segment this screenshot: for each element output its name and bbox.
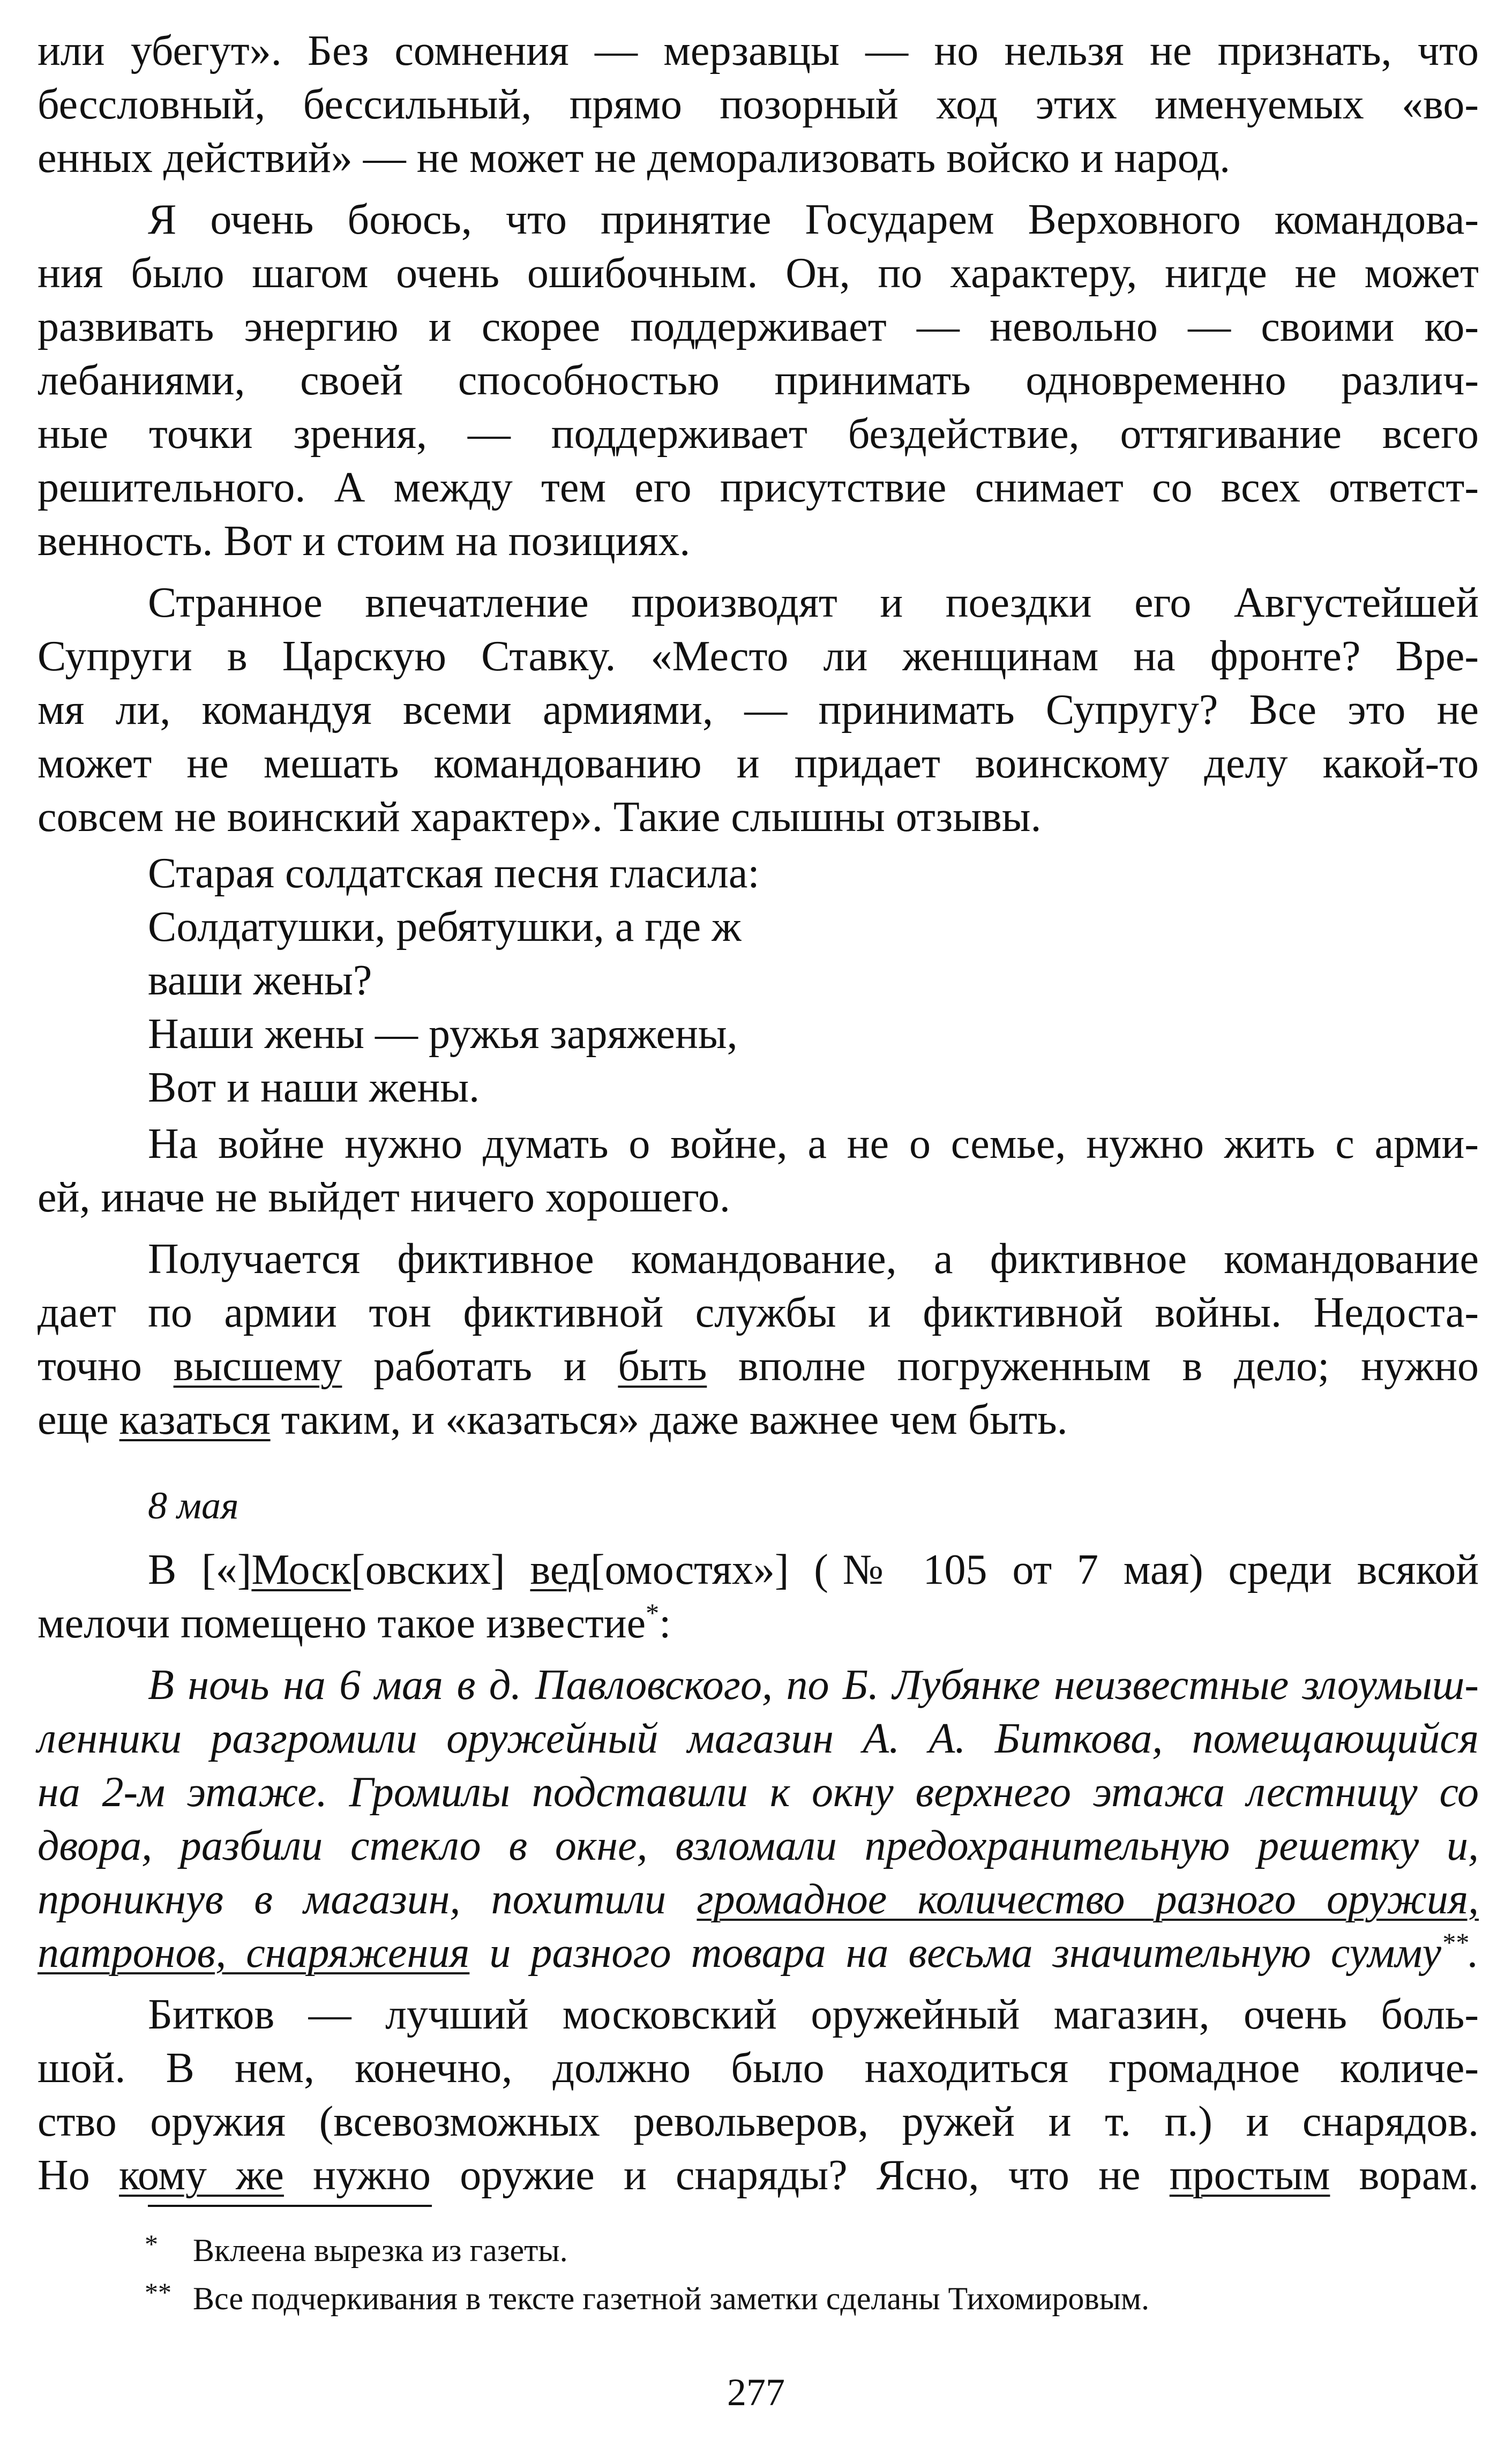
date-heading: 8 мая: [148, 1484, 239, 1527]
verse-line: Солдатушки, ребятушки, а где ж: [148, 903, 742, 950]
text-run: ворам.: [1330, 2152, 1479, 2199]
text-run: таким, и «казаться» даже важнее чем быть.: [270, 1396, 1068, 1443]
page-number: 277: [727, 2371, 785, 2414]
underlined-phrase: громадное количество разного оружия,: [697, 1876, 1479, 1923]
text-run: и разного товара на весьма значительную сумму: [469, 1929, 1441, 1977]
body-line: Я очень боюсь, что принятие Государем Верховного командова-: [148, 196, 1479, 243]
underlined-word: Моск: [251, 1546, 351, 1593]
body-line: шой. В нем, конечно, должно было находиться громадное количе-: [38, 2045, 1479, 2092]
body-line: Странное впечатление производят и поездки его Августейшей: [148, 579, 1479, 626]
text-run: проникнув в магазин, похитили: [38, 1876, 697, 1923]
body-line: [38, 1339, 1479, 1393]
verse-line: Наши жены — ружья заряжены,: [148, 1011, 738, 1058]
body-line: ей, иначе не выйдет ничего хорошего.: [38, 1174, 730, 1221]
body-line: енных действий» — не может не деморализовать войско и народ.: [38, 134, 1231, 182]
footnote-text: Все подчеркивания в тексте газетной заметки сделаны Тихомировым.: [193, 2281, 1150, 2316]
underlined-word: кому же: [119, 2152, 284, 2199]
quote-line: В ночь на 6 мая в д. Павловского, по Б. Лубянке неизвестные злоумыш-: [148, 1661, 1479, 1709]
verse-intro: Старая солдатская песня гласила:: [148, 850, 760, 897]
underlined-word: простым: [1169, 2152, 1330, 2199]
text-run: вполне погруженным в дело; нужно: [707, 1343, 1479, 1390]
quote-line: ленники разгромили оружейный магазин А. А. Биткова, помещающийся: [38, 1715, 1479, 1762]
body-line: [38, 1597, 1479, 1650]
body-line: мя ли, командуя всеми армиями, — принимать Супругу? Все это не: [38, 686, 1479, 733]
underlined-word: вед: [530, 1546, 590, 1593]
underlined-word: казаться: [119, 1396, 271, 1443]
body-line: На войне нужно думать о войне, а не о семье, нужно жить с арми-: [148, 1120, 1479, 1167]
body-line: или убегут». Без сомнения — мерзавцы — но нельзя не признать, что: [38, 27, 1479, 74]
body-line: ния было шагом очень ошибочным. Он, по характеру, нигде не может: [38, 250, 1479, 297]
body-line: дает по армии тон фиктивной службы и фиктивной войны. Недоста-: [38, 1289, 1479, 1336]
body-line: лебаниями, своей способностью принимать одновременно различ-: [38, 357, 1479, 404]
underlined-word: быть: [618, 1343, 707, 1390]
body-line: развивать энергию и скорее поддерживает — невольно — своими ко-: [38, 303, 1479, 350]
footnote-marker: **: [1441, 1927, 1468, 1957]
footnote-divider: [148, 2205, 432, 2207]
text-run: Но: [38, 2152, 119, 2199]
body-line: [38, 1393, 1479, 1447]
quote-line: [38, 1873, 1479, 1926]
text-run: точно: [38, 1343, 174, 1390]
body-line: венность. Вот и стоим на позициях.: [38, 518, 691, 565]
body-line: может не мешать командованию и придает воинскому делу какой-то: [38, 740, 1479, 787]
footnote: [145, 2229, 568, 2272]
body-line: [38, 2149, 1479, 2202]
body-line: бессловный, бессильный, прямо позорный ход этих именуемых «во-: [38, 81, 1479, 128]
verse-line: Вот и наши жены.: [148, 1064, 480, 1111]
text-run: [овских]: [350, 1546, 530, 1593]
verse-line: ваши жены?: [148, 957, 372, 1004]
text-run: :: [659, 1600, 671, 1647]
text-run: нужно оружие и снаряды? Ясно, что не: [283, 2152, 1170, 2199]
body-line: Супруги в Царскую Ставку. «Место ли женщинам на фронте? Вре-: [38, 633, 1479, 680]
text-run: еще: [38, 1396, 119, 1443]
text-run: [омостях»] (№ 105 от 7 мая) среди всякой: [590, 1546, 1479, 1593]
body-line: Получается фиктивное командование, а фиктивное командование: [148, 1236, 1479, 1283]
footnote-text: Вклеена вырезка из газеты.: [193, 2233, 568, 2268]
quote-line: двора, разбили стекло в окне, взломали предохранительную решетку и,: [38, 1822, 1479, 1869]
footnote-mark: *: [145, 2229, 158, 2259]
body-line: Битков — лучший московский оружейный магазин, очень боль-: [148, 1991, 1479, 2038]
body-line: совсем не воинский характер». Такие слышны отзывы.: [38, 794, 1042, 841]
underlined-phrase: патронов, снаряжения: [38, 1929, 470, 1977]
body-line: ство оружия (всевозможных револьверов, ружей и т. п.) и снарядов.: [38, 2098, 1479, 2145]
text-run: В [«]: [148, 1546, 252, 1593]
footnote-mark: **: [145, 2277, 171, 2307]
footnote: [145, 2277, 1149, 2320]
quote-line: на 2-м этаже. Громилы подставили к окну верхнего этажа лестницу со: [38, 1769, 1479, 1816]
text-run: работать и: [342, 1343, 618, 1390]
body-line: решительного. А между тем его присутствие снимает со всех ответст-: [38, 464, 1479, 511]
text-run: мелочи помещено такое известие: [38, 1600, 646, 1647]
body-line: [148, 1543, 1479, 1597]
quote-line: [38, 1926, 1479, 1980]
text-run: .: [1468, 1929, 1479, 1977]
footnote-marker: *: [646, 1598, 660, 1628]
underlined-word: высшему: [173, 1343, 342, 1390]
body-line: ные точки зрения, — поддерживает бездействие, оттягивание всего: [38, 410, 1479, 458]
